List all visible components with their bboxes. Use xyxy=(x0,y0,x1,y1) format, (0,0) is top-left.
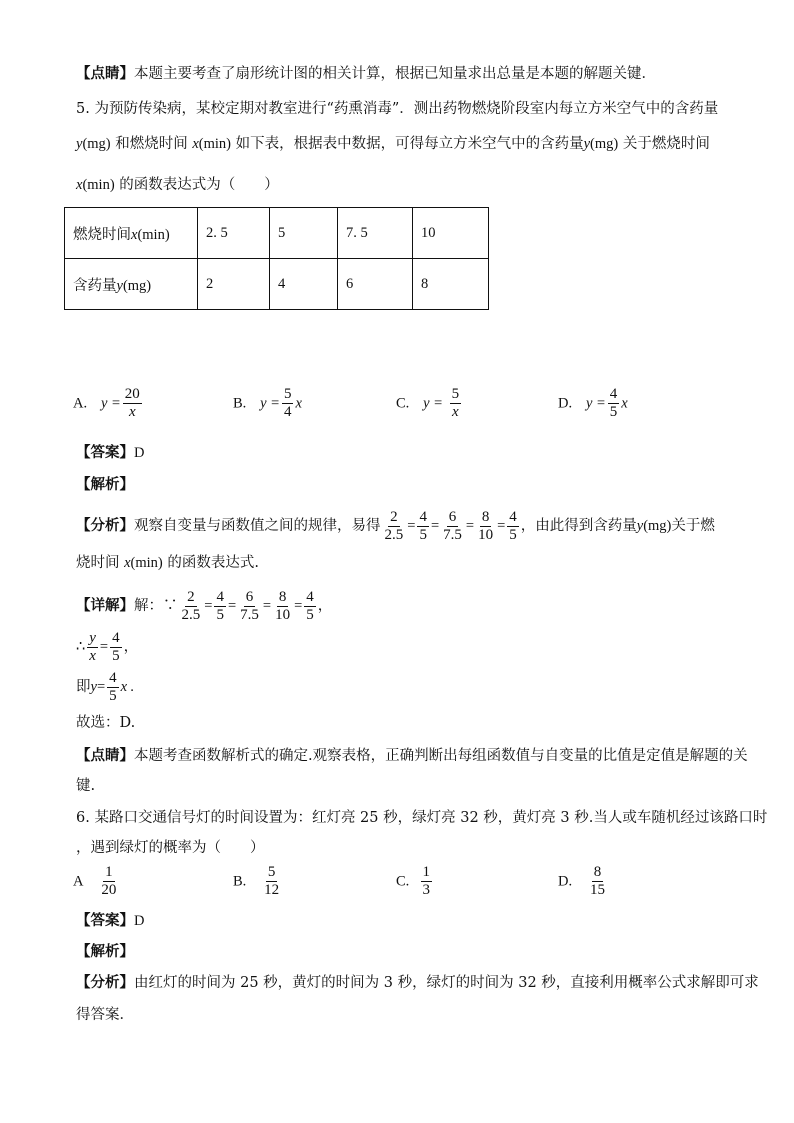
q5-detail-line1: 【详解】解：∵ $\frac{2}{2.5}$ = $\frac{4}{5}$ = $\frac{6}{7.5}$ = $\frac{8}{10}$ = $\frac{4}{5}$ ， xyxy=(76,588,333,623)
q6-stem-line1: 6. 某路口交通信号灯的时间设置为：红灯亮 25 秒，绿灯亮 32 秒，黄灯亮 3 秒.当人或车随机经过该路口时 xyxy=(76,810,768,826)
table-cell: 6 xyxy=(338,259,413,310)
q5-detail-line3: 即y= $\frac{4}{5}$ x . xyxy=(76,669,135,704)
table-cell: 7. 5 xyxy=(338,208,413,259)
table-cell: 8 xyxy=(413,259,489,310)
table-row xyxy=(65,259,489,310)
q6-analysis-line1: 【分析】由红灯的时间为 25 秒，黄灯的时间为 3 秒，绿灯的时间为 32 秒，直接利用概率公式求解即可求 xyxy=(76,974,759,991)
table-cell: 5 xyxy=(270,208,338,259)
table-cell: 4 xyxy=(270,259,338,310)
q5-analysis-line1: 【分析】观察自变量与函数值之间的规律，易得 $\frac{2}{2.5}$ = $\frac{4}{5}$ = $\frac{6}{7.5}$ = $\frac{8}{10}$ = $\frac{4}{5}$ ，由此得到含药量y(mg)关于燃 xyxy=(76,508,715,543)
previous-point-note xyxy=(76,64,656,84)
q5-point-line2: 键. xyxy=(76,778,96,794)
q5-option-b[interactable]: B. y = $\frac{5}{4}$ x xyxy=(233,386,302,420)
q5-jiexi-heading: 【解析】 xyxy=(76,476,134,493)
q5-analysis-line2: 烧时间 x(min) 的函数表达式. xyxy=(76,555,259,571)
q6-answer: 【答案】D xyxy=(76,912,145,929)
q6-jiexi-heading: 【解析】 xyxy=(76,943,134,960)
q5-stem-line3: x(min) 的函数表达式为（ ） xyxy=(76,177,279,193)
note-tag: 【点睛】 xyxy=(76,65,134,82)
table-row xyxy=(65,208,489,259)
q6-stem-line2: ，遇到绿灯的概率为（ ） xyxy=(76,840,265,856)
q5-option-a[interactable]: A. y = $\frac{20}{x}$ xyxy=(73,386,140,420)
q5-option-c[interactable]: C. y = $\frac{5}{x}$ xyxy=(396,386,460,420)
q5-answer: 【答案】D xyxy=(76,444,145,461)
table-header-time: 燃烧时间x(min) xyxy=(65,208,198,259)
q5-data-table xyxy=(64,207,489,310)
q6-option-b[interactable]: B. $\frac{5}{12}$ xyxy=(233,864,280,898)
table-cell: 2. 5 xyxy=(198,208,270,259)
q5-stem-line1: 5. 为预防传染病，某校定期对教室进行“药熏消毒”．测出药物燃烧阶段室内每立方米空气中的含药量 xyxy=(76,101,719,117)
table-header-amount: 含药量y(mg) xyxy=(65,259,198,310)
q5-detail-line2: ∴ $\frac{y}{x}$ = $\frac{4}{5}$ ， xyxy=(76,629,139,664)
q6-option-c[interactable]: C. $\frac{1}{3}$ xyxy=(396,864,431,898)
table-cell: 10 xyxy=(413,208,489,259)
q6-analysis-line2: 得答案． xyxy=(76,1007,134,1023)
q5-point-line1: 【点睛】本题考查函数解析式的确定.观察表格，正确判断出每组函数值与自变量的比值是定值是解题的关 xyxy=(76,747,748,764)
q6-option-d[interactable]: D. $\frac{8}{15}$ xyxy=(558,864,605,898)
note-text: 本题主要考查了扇形统计图的相关计算，根据已知量求出总量是本题的解题关键． xyxy=(134,66,656,82)
q5-option-d[interactable]: D. y = $\frac{4}{5}$ x xyxy=(558,386,628,420)
q5-stem-line2: y(mg) 和燃烧时间 x(min) 如下表，根据表中数据，可得每立方米空气中的含药量y(mg) 关于燃烧时间 xyxy=(76,136,710,152)
q5-choice: 故选：D. xyxy=(76,715,136,731)
q6-option-a[interactable]: A $\frac{1}{20}$ xyxy=(73,864,117,898)
table-cell: 2 xyxy=(198,259,270,310)
